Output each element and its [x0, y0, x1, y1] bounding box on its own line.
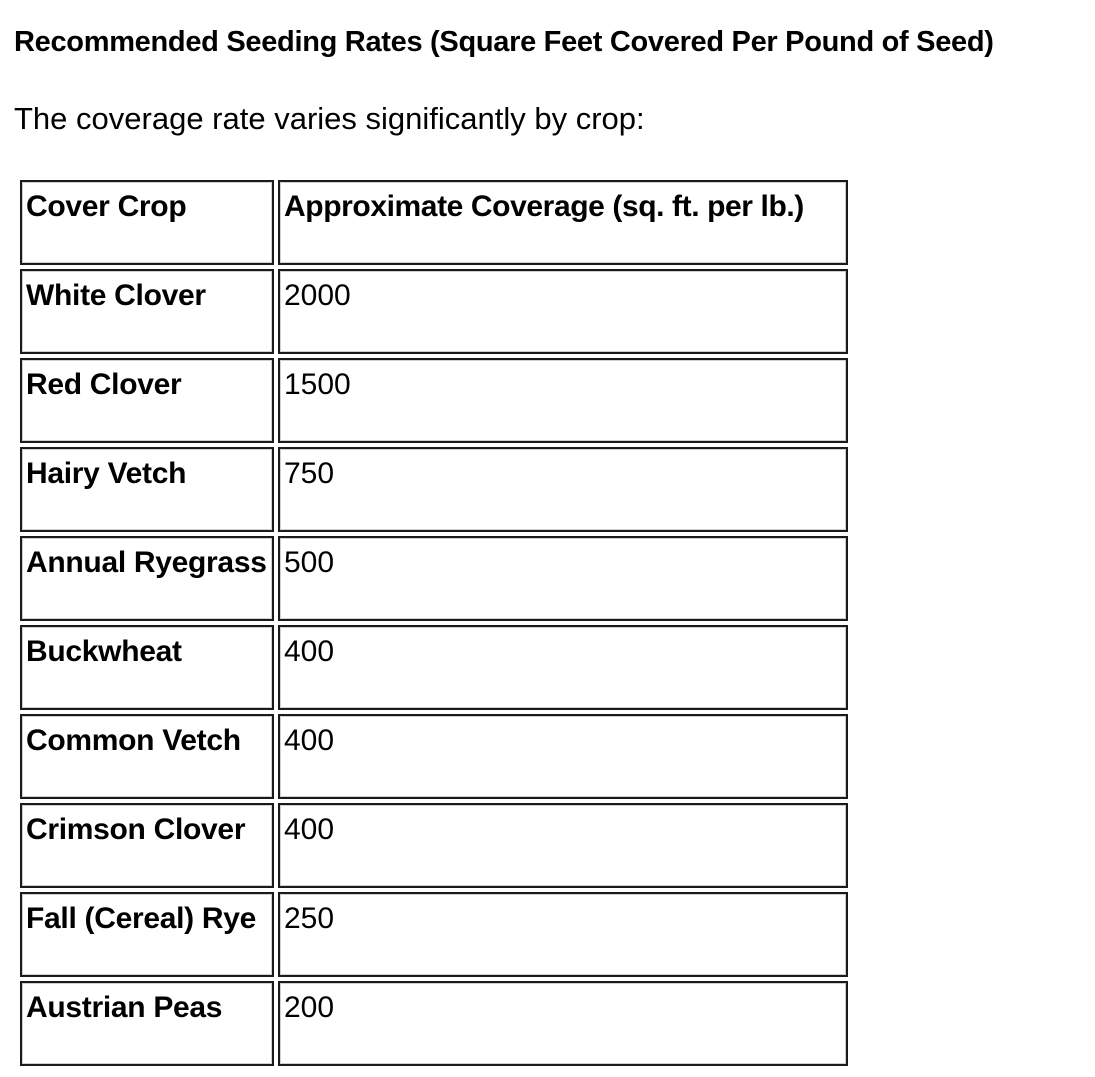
crop-name-cell: Fall (Cereal) Rye — [20, 892, 274, 977]
coverage-value-cell: 500 — [278, 536, 848, 621]
table-row — [20, 981, 848, 1066]
coverage-value-cell: 400 — [278, 803, 848, 888]
coverage-value-cell: 2000 — [278, 269, 848, 354]
crop-name-cell: Crimson Clover — [20, 803, 274, 888]
crop-name-cell: Red Clover — [20, 358, 274, 443]
crop-name-cell: Buckwheat — [20, 625, 274, 710]
seeding-rates-table — [16, 176, 852, 1070]
intro-text: The coverage rate varies significantly by crop: — [14, 101, 645, 136]
table-row — [20, 358, 848, 443]
crop-name-cell: Annual Ryegrass — [20, 536, 274, 621]
coverage-value-cell: 400 — [278, 714, 848, 799]
table-row — [20, 892, 848, 977]
crop-name-cell: Common Vetch — [20, 714, 274, 799]
table-row — [20, 625, 848, 710]
table-row — [20, 714, 848, 799]
coverage-value-cell: 400 — [278, 625, 848, 710]
coverage-value-cell: 1500 — [278, 358, 848, 443]
table-row — [20, 536, 848, 621]
table-header-row — [20, 180, 848, 265]
crop-name-cell: White Clover — [20, 269, 274, 354]
table-row — [20, 447, 848, 532]
column-header-coverage: Approximate Coverage (sq. ft. per lb.) — [278, 180, 848, 265]
table-row — [20, 803, 848, 888]
coverage-value-cell: 200 — [278, 981, 848, 1066]
coverage-value-cell: 250 — [278, 892, 848, 977]
coverage-value-cell: 750 — [278, 447, 848, 532]
table-row — [20, 269, 848, 354]
column-header-cover-crop: Cover Crop — [20, 180, 274, 265]
crop-name-cell: Hairy Vetch — [20, 447, 274, 532]
page-title: Recommended Seeding Rates (Square Feet Covered Per Pound of Seed) — [14, 26, 994, 58]
crop-name-cell: Austrian Peas — [20, 981, 274, 1066]
